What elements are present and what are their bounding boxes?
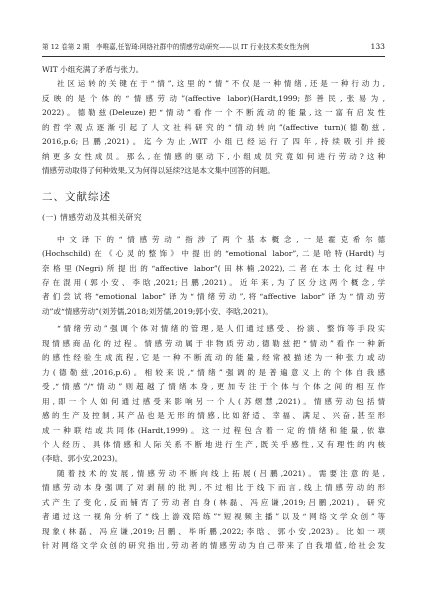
text-line: 纳更多女性成员。那么,在情感的驱动下,小组成员究竟如何进行劳动?这种: [42, 151, 385, 161]
text-line: WIT 小组充满了矛盾与张力。: [42, 65, 144, 74]
text-line: 情感劳动取得了何种效果,又为何得以延续?这是本文集中回答的问题。: [42, 166, 275, 176]
header-rule: [42, 56, 385, 57]
body-text: [42, 63, 385, 554]
paragraph: [42, 322, 385, 467]
text-line: 的感性经验生成流程,它是一种不断流动的能量,经常被描述为一种张力或动: [42, 353, 385, 363]
subsection-heading: (一) 情感劳动及其相关研究: [42, 212, 143, 222]
text-line: 的哲学观点逐渐引起了人文社科研究的“情动转向”(affective turn)(德勒兹,: [42, 122, 385, 132]
text-line: 感的生产及控制,其产品也是无形的情感,比如舒适、幸福、满足、兴奋,甚至形: [42, 411, 385, 421]
text-line: 奈格里(Negri)所提出的“affective labor”(田林楠,2022),二者在本土化过程中: [42, 263, 385, 273]
text-line: 力(德勒兹,2016,p.6)。相较来说,“情绪”强调的是普遍意义上的个体自我感: [42, 367, 385, 377]
text-line: 社区运转的关键在于“情”,这里的“情”不仅是一种情绪,还是一种行动力,: [57, 79, 385, 89]
text-line: 现象(林磊、冯应谦,2019;吕鹏、毕昕鹏,2022;李晗、郭小安,2023)。比如一项: [42, 526, 385, 536]
text-line: 2022)。德勒兹(Deleuze)把“情动”看作一个不断流动的能量,这一富有启发性: [42, 108, 385, 118]
text-line: 2016,p.6;吕鹏,2021)。迄今为止,WIT 小组已经运行了四年,持续吸引并接: [42, 137, 385, 147]
text-line: (李晗、郭小安,2023)。: [42, 454, 123, 464]
text-line: 现情感商品化的过程。情感劳动属于非物质劳动,德勒兹把“情动”看作一种新: [42, 338, 385, 348]
section-heading: 二、文献综述: [42, 190, 111, 203]
paragraph: [42, 233, 385, 320]
text-line: 者通过这一视角分析了“线上游戏陪练”“短视频主播”以及“网络文学众创”等: [42, 512, 385, 522]
text-line: 成一种联结或共同体(Hardt,1999)。这一过程包含着一定的情绪和能量,依靠: [42, 425, 385, 435]
running-title: 李唯嘉,任智琦:网络社群中的情感劳动研究——以 IT 行业技术类女性为例: [96, 43, 310, 51]
text-line: 反映的是个体的“情感劳动”(affective labor)(Hardt,1999;彭善民,张易为,: [42, 93, 385, 103]
paragraph: [42, 467, 385, 554]
text-line: (Hochschild)在《心灵的整饰》中提出的“emotional labor”,二是哈特(Hardt)与: [42, 249, 385, 259]
paragraph: [42, 63, 385, 77]
text-line: 受,“情感”/“情动”则超越了情绪本身,更加专注于个体与个体之间的相互作: [42, 382, 385, 392]
running-header: [42, 41, 385, 53]
paragraph: [42, 77, 385, 178]
text-line: 个人经历、具体情感和人际关系不断地进行生产,既关乎感性,又有理性的内核: [42, 439, 385, 449]
text-line: 中文译下的“情感劳动”指涉了两个基本概念,一是霍克希尔德: [57, 234, 385, 244]
text-line: 动”或“情感劳动”(刘芳儒,2018;刘芳儒,2019;郭小安、李晗,2021)。: [42, 306, 273, 316]
text-line: 用,即一个人如何通过感受来影响另一个人(苏熠慧,2021)。情感劳动包括情: [42, 396, 385, 406]
text-line: 存在混用(郭小安、李晗,2021;吕鹏,2021)。近年来,为了区分这两个概念,学: [42, 277, 385, 287]
text-line: 随着技术的发展,情感劳动不断向线上拓展(吕鹏,2021)。需要注意的是,: [57, 468, 385, 478]
journal-issue: 第 12 卷第 2 期: [42, 43, 90, 51]
text-line: “情绪劳动”强调个体对情绪的管理,是人们通过感受、扮演、整饰等手段实: [57, 324, 385, 334]
text-line: 情感劳动本身强调了对剥削的批判,不过相比于线下而言,线上情感劳动的形: [42, 483, 385, 493]
page-number: 133: [370, 42, 385, 51]
text-line: 者们尝试将“emotional labor”译为“情绪劳动”,将“affective labor”译为“情动劳: [42, 292, 385, 302]
text-line: 式产生了变化,反而铺宵了劳动者自身(林磊、冯应谦,2019;吕鹏,2021)。研究: [42, 497, 385, 507]
text-line: 针对网络文学众创的研究指出,劳动者的情感劳动为自己带来了自我增值,给社会发: [42, 541, 385, 551]
